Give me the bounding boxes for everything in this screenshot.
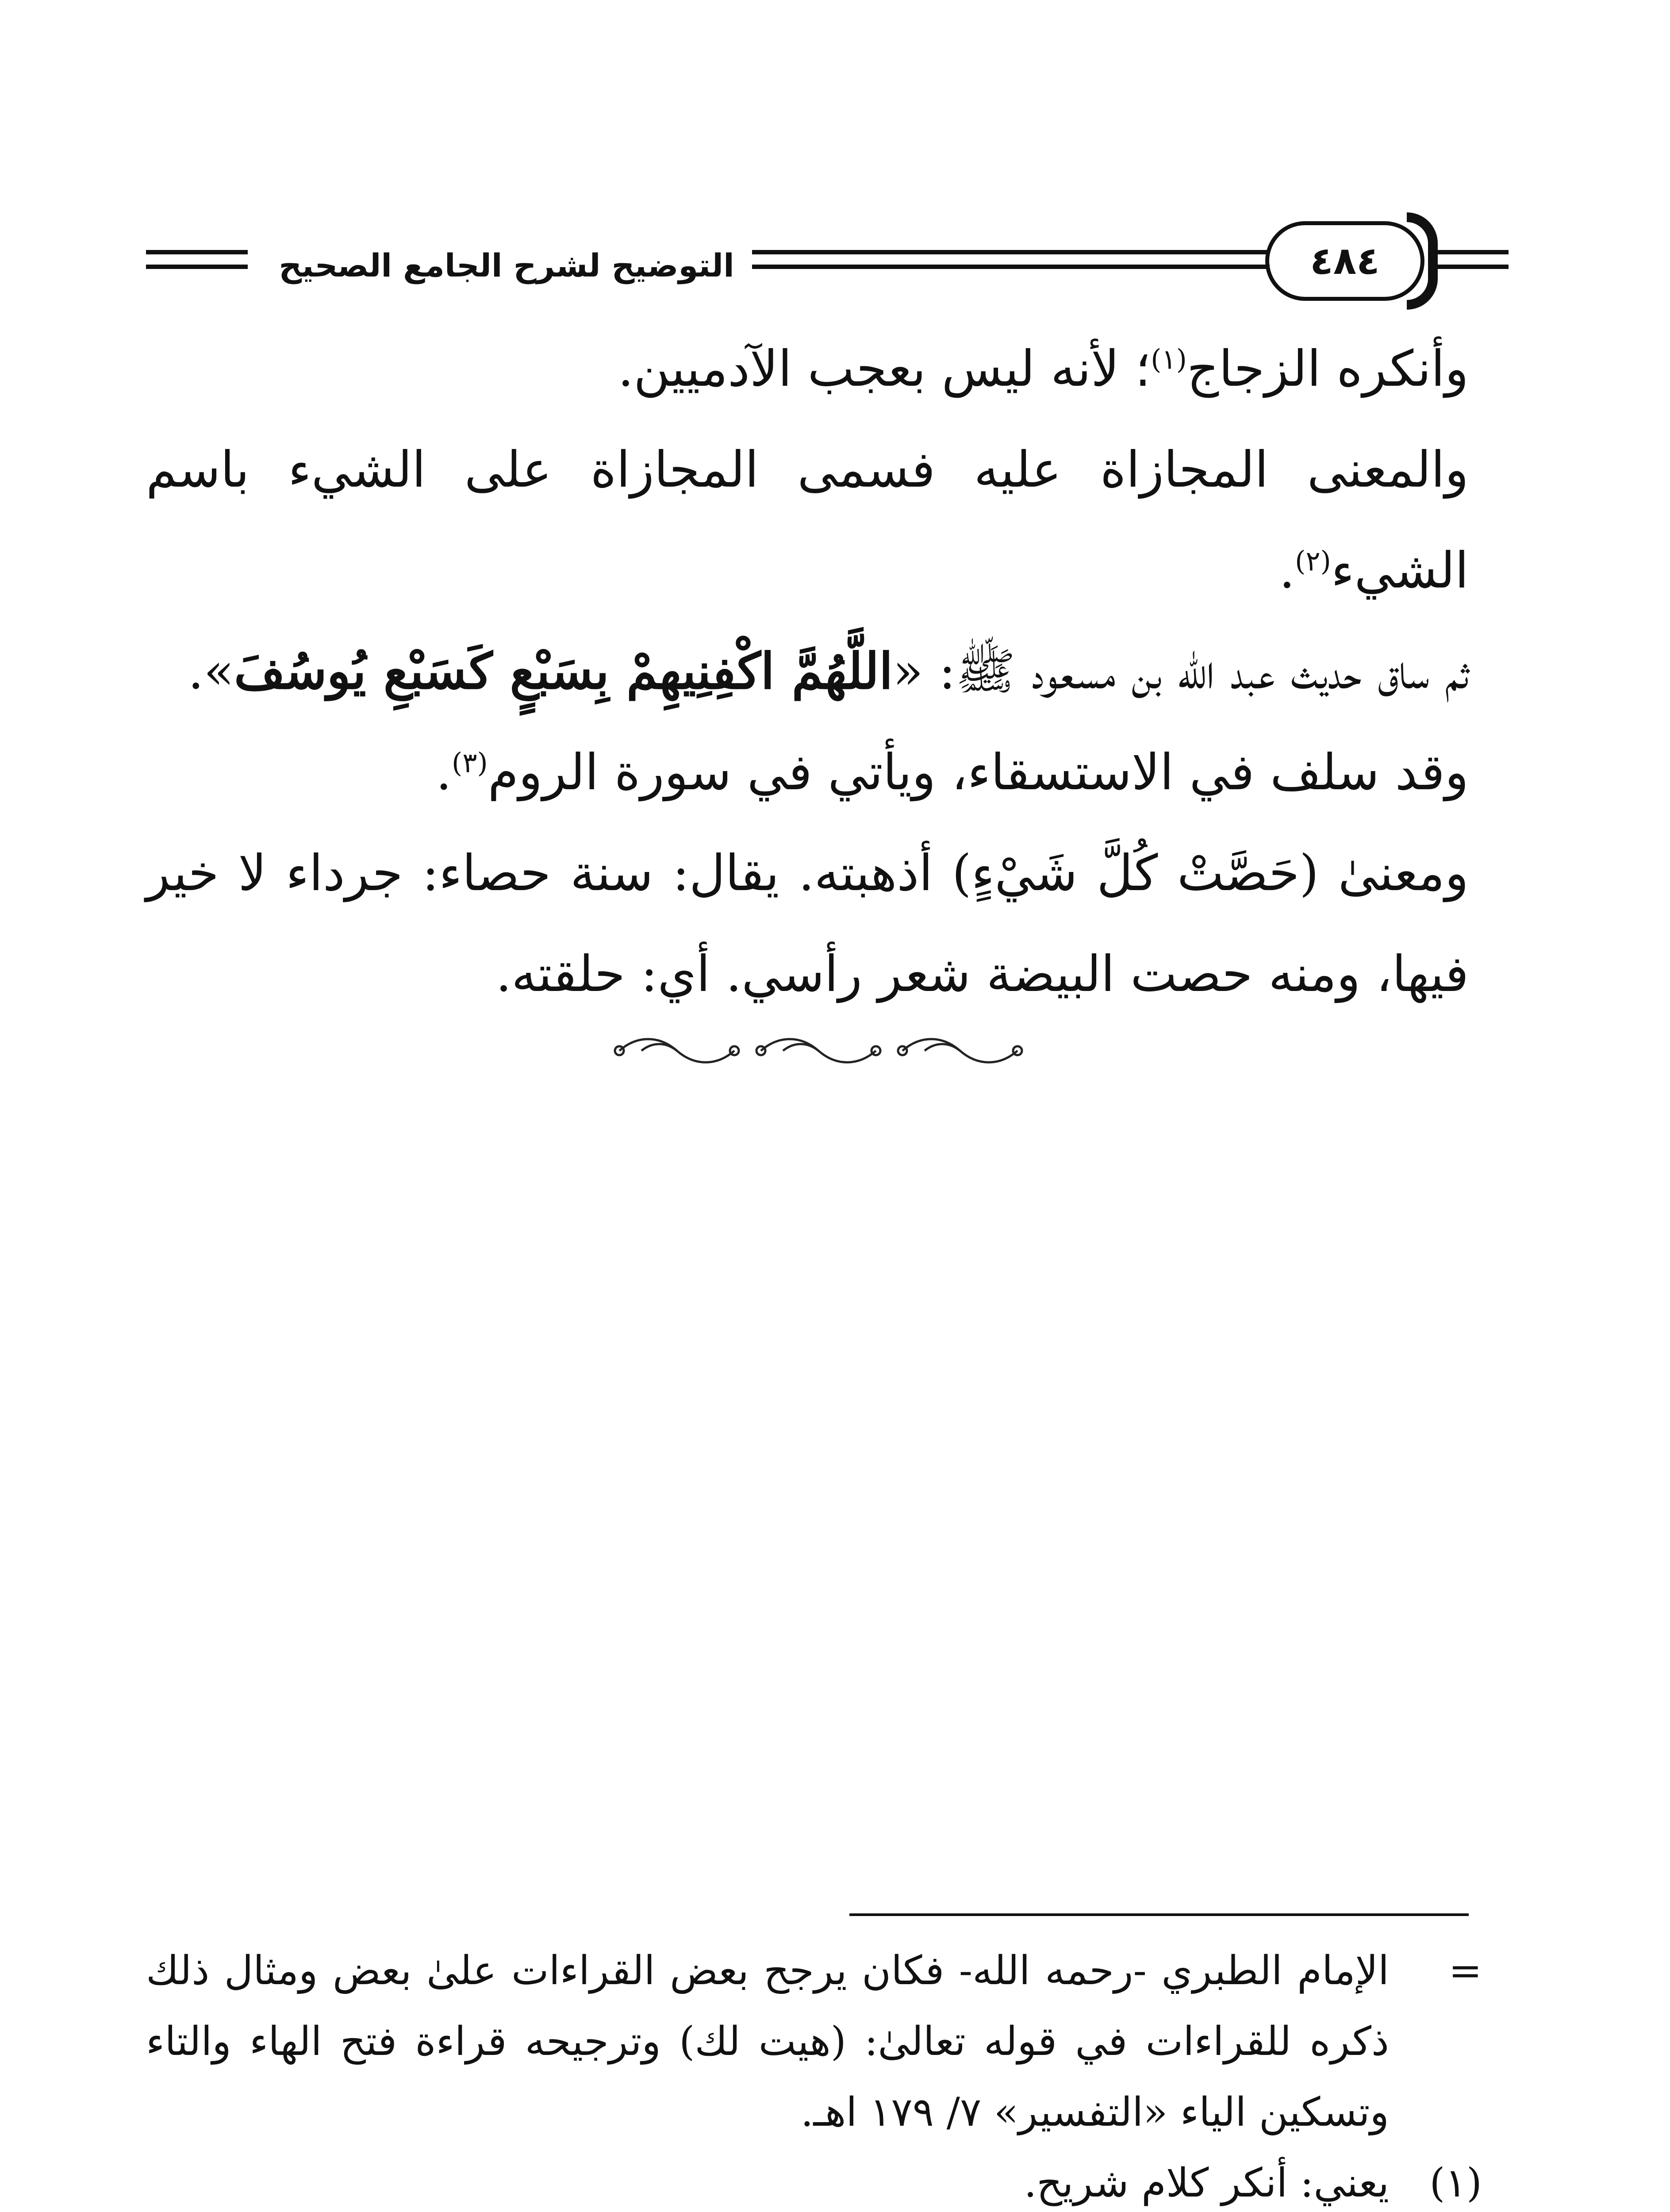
ornament-motif-right — [898, 1039, 1022, 1063]
header-rule-right-bottom — [1429, 265, 1509, 269]
footnote-marker: (١) — [1429, 2160, 1482, 2206]
paragraph-2: والمعنى المجازاة عليه فسمى المجازاة على الشيء باسم الشيء$^{(٢)}$. — [146, 441, 1469, 599]
footnote-separator — [849, 1913, 1469, 1916]
header-rule-left-top — [146, 250, 248, 254]
paragraph-4: وقد سلف في الاستسقاء، ويأتي في سورة الروم$^{(٣)}$. — [436, 744, 1469, 801]
footnote-1 — [146, 2148, 1482, 2212]
hadith-quote: اللَّهُمَّ اكْفِنِيهِمْ بِسَبْعٍ كَسَبْعِ يُوسُفَ — [234, 642, 893, 700]
page-number-badge-cap — [1407, 212, 1438, 310]
paragraph-3: ثم ساق حديث عبد الله بن مسعود ﷺ: «اللَّهُمَّ اكْفِنِيهِمْ بِسَبْعٍ كَسَبْعِ يُوسُفَ». — [188, 642, 1469, 700]
header-rule-middle-bottom — [752, 265, 1270, 269]
main-text — [146, 319, 1469, 1025]
footnote-text: الإمام الطبري -رحمه الله- فكان يرجح بعض القراءات علىٰ بعض ومثال ذلك ذكره للقراءات في قوله تعالىٰ: (هيت لك) وترجيحه قراءة فتح الهاء والتاء وتسكين الياء «التفسير» ٧/ ١٧٩ اهـ. — [146, 1947, 1389, 2135]
page-number: ٤٨٤ — [1310, 239, 1380, 283]
footnote-marker: = — [1448, 1947, 1482, 1994]
ornament-motif-left — [615, 1039, 739, 1063]
footnote-continuation — [146, 1936, 1482, 2148]
footnotes — [146, 1936, 1482, 2212]
footnote-ref-1: (١) — [1151, 343, 1187, 376]
ornament-motif-center — [756, 1039, 880, 1063]
footnote-text: يعني: أنكر كلام شريح. — [1024, 2160, 1389, 2206]
header-rule-left-bottom — [146, 265, 248, 269]
running-header-title: التوضيح لشرح الجامع الصحيح — [279, 247, 734, 284]
header-rule-middle-top — [752, 250, 1270, 254]
page-number-badge — [1265, 221, 1424, 301]
paragraph-1: وأنكره الزجاج$^{(١)}$؛ لأنه ليس بعجب الآدميين. — [618, 340, 1469, 398]
paragraph-5: ومعنىٰ (حَصَّتْ كُلَّ شَيْءٍ) أذهبته. يقال: سنة حصاء: جرداء لا خير فيها، ومنه حصت البيضة شعر رأسي. أي: حلقته. — [146, 845, 1469, 1003]
footnote-ref-2: (٢) — [1295, 545, 1331, 577]
header-rule-right-top — [1429, 250, 1509, 254]
footnote-ref-3: (٣) — [452, 746, 488, 779]
ornament-divider-icon — [610, 1031, 1026, 1071]
